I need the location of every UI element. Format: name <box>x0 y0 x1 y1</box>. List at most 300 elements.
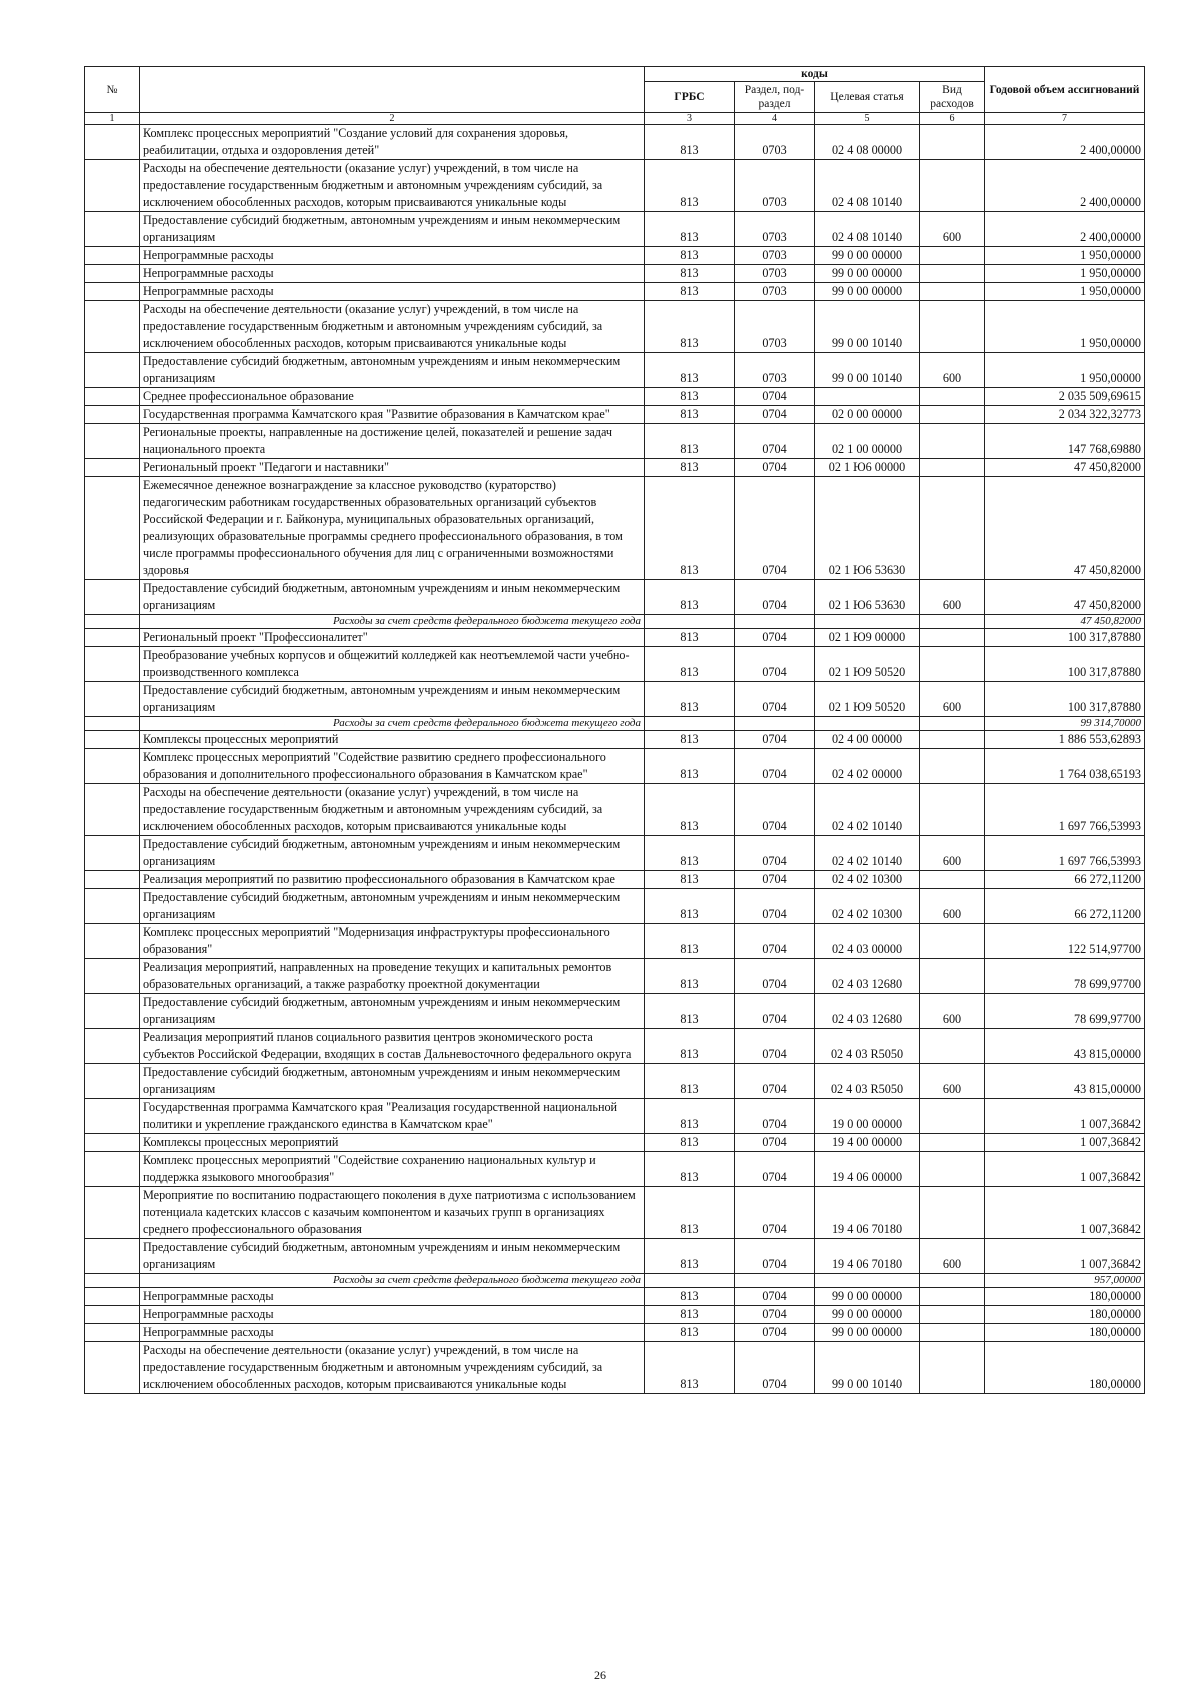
cell-rz: 0704 <box>735 1187 815 1239</box>
cell-rz: 0704 <box>735 406 815 424</box>
cell-grbs <box>645 717 735 731</box>
table-row <box>85 459 1145 477</box>
cell-rz: 0704 <box>735 1152 815 1187</box>
cell-sum: 180,00000 <box>985 1324 1145 1342</box>
cell-cs: 02 1 Ю9 00000 <box>815 629 920 647</box>
cell-rz: 0704 <box>735 959 815 994</box>
cell-rz: 0704 <box>735 1324 815 1342</box>
cell-rz <box>735 615 815 629</box>
cell-cs: 19 4 00 00000 <box>815 1134 920 1152</box>
cell-vr <box>920 247 985 265</box>
cell-vr <box>920 959 985 994</box>
cell-sum: 180,00000 <box>985 1342 1145 1394</box>
cell-rz: 0704 <box>735 994 815 1029</box>
cell-vr <box>920 424 985 459</box>
cell-vr <box>920 459 985 477</box>
cell-name: Расходы на обеспечение деятельности (оказание услуг) учреждений, в том числе на предоставление государственным бюджетным и автономным учреждениям субсидий, за исключением обособленных расходов, которым присваиваются уникальные коды <box>140 160 645 212</box>
federal-budget-row <box>85 1274 1145 1288</box>
table-row <box>85 160 1145 212</box>
table-row <box>85 247 1145 265</box>
federal-budget-row <box>85 615 1145 629</box>
cell-number <box>85 717 140 731</box>
cell-sum: 43 815,00000 <box>985 1064 1145 1099</box>
cell-number <box>85 784 140 836</box>
cell-number <box>85 1274 140 1288</box>
cell-rz: 0704 <box>735 836 815 871</box>
cell-cs: 02 4 00 00000 <box>815 731 920 749</box>
cell-grbs: 813 <box>645 1099 735 1134</box>
cell-cs: 02 4 02 10300 <box>815 871 920 889</box>
cell-sum: 1 764 038,65193 <box>985 749 1145 784</box>
cell-grbs: 813 <box>645 580 735 615</box>
cell-cs: 19 4 06 00000 <box>815 1152 920 1187</box>
table-row <box>85 406 1145 424</box>
cell-name: Предоставление субсидий бюджетным, автономным учреждениям и иным некоммерческим организациям <box>140 353 645 388</box>
cell-sum: 1 007,36842 <box>985 1239 1145 1274</box>
cell-name: Предоставление субсидий бюджетным, автономным учреждениям и иным некоммерческим организациям <box>140 994 645 1029</box>
cell-grbs: 813 <box>645 247 735 265</box>
cell-number <box>85 1064 140 1099</box>
cell-number <box>85 125 140 160</box>
cell-number <box>85 353 140 388</box>
cell-rz: 0703 <box>735 160 815 212</box>
cell-rz: 0704 <box>735 1134 815 1152</box>
cell-cs: 02 1 Ю6 00000 <box>815 459 920 477</box>
cell-name: Расходы за счет средств федерального бюджета текущего года <box>140 1274 645 1288</box>
cell-name: Расходы за счет средств федерального бюджета текущего года <box>140 615 645 629</box>
cell-name: Комплексы процессных мероприятий <box>140 1134 645 1152</box>
cell-number <box>85 629 140 647</box>
cell-vr: 600 <box>920 580 985 615</box>
cell-number <box>85 1324 140 1342</box>
cell-sum: 1 697 766,53993 <box>985 784 1145 836</box>
cell-cs: 02 4 08 00000 <box>815 125 920 160</box>
cell-number <box>85 1239 140 1274</box>
cell-rz: 0703 <box>735 283 815 301</box>
cell-number <box>85 1288 140 1306</box>
cell-vr <box>920 647 985 682</box>
cell-vr <box>920 265 985 283</box>
table-row <box>85 924 1145 959</box>
cell-name: Предоставление субсидий бюджетным, автономным учреждениям и иным некоммерческим организациям <box>140 836 645 871</box>
cell-name: Комплекс процессных мероприятий "Модернизация инфраструктуры профессионального образования" <box>140 924 645 959</box>
column-number: 5 <box>815 113 920 125</box>
cell-vr <box>920 1288 985 1306</box>
cell-cs: 02 1 Ю9 50520 <box>815 682 920 717</box>
cell-sum: 1 886 553,62893 <box>985 731 1145 749</box>
cell-cs: 99 0 00 00000 <box>815 1288 920 1306</box>
cell-number <box>85 477 140 580</box>
cell-number <box>85 580 140 615</box>
cell-cs: 99 0 00 00000 <box>815 283 920 301</box>
cell-rz: 0703 <box>735 301 815 353</box>
column-number: 6 <box>920 113 985 125</box>
cell-vr <box>920 871 985 889</box>
table-row <box>85 749 1145 784</box>
cell-grbs: 813 <box>645 283 735 301</box>
cell-number <box>85 749 140 784</box>
table-row <box>85 1239 1145 1274</box>
cell-grbs: 813 <box>645 871 735 889</box>
table-row <box>85 265 1145 283</box>
cell-number <box>85 889 140 924</box>
cell-vr: 600 <box>920 1239 985 1274</box>
cell-cs: 99 0 00 10140 <box>815 301 920 353</box>
page-number: 26 <box>594 1668 606 1682</box>
cell-sum: 1 007,36842 <box>985 1152 1145 1187</box>
cell-name: Непрограммные расходы <box>140 247 645 265</box>
cell-name: Предоставление субсидий бюджетным, автономным учреждениям и иным некоммерческим организациям <box>140 1064 645 1099</box>
cell-sum: 47 450,82000 <box>985 580 1145 615</box>
cell-sum: 122 514,97700 <box>985 924 1145 959</box>
cell-name: Комплекс процессных мероприятий "Создание условий для сохранения здоровья, реабилитации, отдыха и оздоровления детей" <box>140 125 645 160</box>
federal-budget-row <box>85 717 1145 731</box>
cell-sum: 2 400,00000 <box>985 125 1145 160</box>
cell-vr: 600 <box>920 994 985 1029</box>
cell-sum: 1 007,36842 <box>985 1134 1145 1152</box>
cell-vr <box>920 1099 985 1134</box>
cell-grbs: 813 <box>645 459 735 477</box>
cell-cs: 02 4 03 12680 <box>815 994 920 1029</box>
header-grbs: ГРБС <box>645 82 735 113</box>
table-row <box>85 889 1145 924</box>
cell-name: Расходы на обеспечение деятельности (оказание услуг) учреждений, в том числе на предоставление государственным бюджетным и автономным учреждениям субсидий, за исключением обособленных расходов, которым присваиваются уникальные коды <box>140 1342 645 1394</box>
cell-cs: 99 0 00 00000 <box>815 1306 920 1324</box>
header-annual-sum: Годовой объем ассигнований <box>985 67 1145 113</box>
cell-number <box>85 247 140 265</box>
table-row <box>85 424 1145 459</box>
cell-cs <box>815 388 920 406</box>
table-row <box>85 1099 1145 1134</box>
cell-name: Предоставление субсидий бюджетным, автономным учреждениям и иным некоммерческим организациям <box>140 889 645 924</box>
table-row <box>85 388 1145 406</box>
cell-grbs: 813 <box>645 994 735 1029</box>
cell-cs: 02 1 00 00000 <box>815 424 920 459</box>
cell-cs: 02 4 02 10140 <box>815 784 920 836</box>
cell-grbs: 813 <box>645 1288 735 1306</box>
cell-sum: 147 768,69880 <box>985 424 1145 459</box>
cell-number <box>85 647 140 682</box>
cell-vr: 600 <box>920 1064 985 1099</box>
cell-number <box>85 1029 140 1064</box>
cell-name: Непрограммные расходы <box>140 1306 645 1324</box>
cell-sum: 99 314,70000 <box>985 717 1145 731</box>
cell-cs: 99 0 00 00000 <box>815 247 920 265</box>
cell-grbs: 813 <box>645 388 735 406</box>
cell-number <box>85 615 140 629</box>
cell-vr <box>920 406 985 424</box>
cell-cs: 19 0 00 00000 <box>815 1099 920 1134</box>
cell-grbs: 813 <box>645 1239 735 1274</box>
cell-cs: 19 4 06 70180 <box>815 1239 920 1274</box>
cell-grbs: 813 <box>645 682 735 717</box>
cell-vr <box>920 731 985 749</box>
cell-grbs: 813 <box>645 1187 735 1239</box>
cell-vr <box>920 301 985 353</box>
cell-rz: 0704 <box>735 647 815 682</box>
cell-vr: 600 <box>920 889 985 924</box>
cell-sum: 66 272,11200 <box>985 871 1145 889</box>
cell-sum: 2 400,00000 <box>985 212 1145 247</box>
cell-number <box>85 1099 140 1134</box>
table-row <box>85 871 1145 889</box>
table-row <box>85 1288 1145 1306</box>
cell-cs: 02 4 02 00000 <box>815 749 920 784</box>
cell-number <box>85 1134 140 1152</box>
cell-grbs: 813 <box>645 353 735 388</box>
cell-name: Комплекс процессных мероприятий "Содействие сохранению национальных культур и поддержка языкового многообразия" <box>140 1152 645 1187</box>
cell-sum: 66 272,11200 <box>985 889 1145 924</box>
cell-cs <box>815 1274 920 1288</box>
cell-name: Региональный проект "Профессионалитет" <box>140 629 645 647</box>
cell-sum: 1 950,00000 <box>985 265 1145 283</box>
cell-sum: 100 317,87880 <box>985 629 1145 647</box>
cell-name: Предоставление субсидий бюджетным, автономным учреждениям и иным некоммерческим организациям <box>140 212 645 247</box>
cell-cs: 02 4 03 R5050 <box>815 1029 920 1064</box>
cell-sum: 1 950,00000 <box>985 353 1145 388</box>
cell-cs: 99 0 00 00000 <box>815 265 920 283</box>
table-row <box>85 1187 1145 1239</box>
cell-rz: 0704 <box>735 1288 815 1306</box>
cell-number <box>85 994 140 1029</box>
cell-cs: 99 0 00 10140 <box>815 353 920 388</box>
cell-name: Непрограммные расходы <box>140 1324 645 1342</box>
table-row <box>85 1134 1145 1152</box>
cell-number <box>85 836 140 871</box>
cell-rz: 0703 <box>735 265 815 283</box>
cell-grbs: 813 <box>645 749 735 784</box>
cell-cs: 19 4 06 70180 <box>815 1187 920 1239</box>
cell-name: Реализация мероприятий по развитию профессионального образования в Камчатском крае <box>140 871 645 889</box>
table-row <box>85 1306 1145 1324</box>
header-expense-type: Вид расходов <box>920 82 985 113</box>
table-row <box>85 629 1145 647</box>
cell-rz: 0704 <box>735 629 815 647</box>
cell-cs: 02 1 Ю6 53630 <box>815 580 920 615</box>
cell-number <box>85 959 140 994</box>
table-row <box>85 994 1145 1029</box>
cell-number <box>85 1187 140 1239</box>
cell-sum: 180,00000 <box>985 1288 1145 1306</box>
cell-name: Региональные проекты, направленные на достижение целей, показателей и решение задач национального проекта <box>140 424 645 459</box>
table-row <box>85 283 1145 301</box>
cell-rz: 0703 <box>735 247 815 265</box>
cell-name: Комплекс процессных мероприятий "Содействие развитию среднего профессионального образования и дополнительного профессионального образования в Камчатском крае" <box>140 749 645 784</box>
cell-vr: 600 <box>920 212 985 247</box>
cell-grbs: 813 <box>645 1064 735 1099</box>
cell-number <box>85 682 140 717</box>
cell-sum: 957,00000 <box>985 1274 1145 1288</box>
cell-sum: 47 450,82000 <box>985 459 1145 477</box>
cell-grbs: 813 <box>645 784 735 836</box>
cell-grbs: 813 <box>645 301 735 353</box>
cell-name: Среднее профессиональное образование <box>140 388 645 406</box>
cell-grbs: 813 <box>645 647 735 682</box>
table-body <box>85 125 1145 1394</box>
cell-name: Комплексы процессных мероприятий <box>140 731 645 749</box>
table-row <box>85 1029 1145 1064</box>
cell-name: Непрограммные расходы <box>140 265 645 283</box>
column-number: 7 <box>985 113 1145 125</box>
cell-cs: 02 1 Ю9 50520 <box>815 647 920 682</box>
cell-sum: 1 007,36842 <box>985 1099 1145 1134</box>
cell-sum: 1 007,36842 <box>985 1187 1145 1239</box>
cell-cs <box>815 615 920 629</box>
cell-vr <box>920 1324 985 1342</box>
cell-rz: 0704 <box>735 731 815 749</box>
cell-vr <box>920 388 985 406</box>
cell-grbs: 813 <box>645 265 735 283</box>
cell-cs: 02 1 Ю6 53630 <box>815 477 920 580</box>
table-row <box>85 580 1145 615</box>
cell-name: Предоставление субсидий бюджетным, автономным учреждениям и иным некоммерческим организациям <box>140 580 645 615</box>
cell-cs <box>815 717 920 731</box>
cell-grbs: 813 <box>645 125 735 160</box>
cell-vr <box>920 615 985 629</box>
cell-name: Преобразование учебных корпусов и общежитий колледжей как неотъемлемой части учебно-производственного комплекса <box>140 647 645 682</box>
cell-rz: 0704 <box>735 1029 815 1064</box>
table-row <box>85 477 1145 580</box>
cell-name: Ежемесячное денежное вознаграждение за классное руководство (кураторство) педагогическим работникам государственных образовательных организаций субъектов Российской Федерации и г. Байконура, муниципальных образовательных организаций, реализующих образовательные программы среднего профессионального образования, в том числе программы профессионального обучения для лиц с ограниченными возможностями здоровья <box>140 477 645 580</box>
cell-vr: 600 <box>920 836 985 871</box>
table-row <box>85 1324 1145 1342</box>
cell-vr <box>920 1134 985 1152</box>
cell-number <box>85 1342 140 1394</box>
table-row <box>85 1342 1145 1394</box>
cell-grbs: 813 <box>645 629 735 647</box>
cell-name: Государственная программа Камчатского края "Развитие образования в Камчатском крае" <box>140 406 645 424</box>
cell-vr <box>920 1274 985 1288</box>
cell-cs: 99 0 00 10140 <box>815 1342 920 1394</box>
cell-name: Непрограммные расходы <box>140 1288 645 1306</box>
cell-cs: 02 4 08 10140 <box>815 212 920 247</box>
cell-number <box>85 301 140 353</box>
cell-sum: 1 697 766,53993 <box>985 836 1145 871</box>
cell-rz: 0704 <box>735 924 815 959</box>
cell-grbs: 813 <box>645 1306 735 1324</box>
cell-grbs: 813 <box>645 160 735 212</box>
table-row <box>85 647 1145 682</box>
cell-rz: 0704 <box>735 682 815 717</box>
cell-vr: 600 <box>920 353 985 388</box>
cell-grbs <box>645 1274 735 1288</box>
cell-number <box>85 388 140 406</box>
cell-sum: 78 699,97700 <box>985 994 1145 1029</box>
budget-table-sheet <box>84 66 1144 1394</box>
cell-sum: 1 950,00000 <box>985 301 1145 353</box>
cell-vr <box>920 1029 985 1064</box>
cell-vr: 600 <box>920 682 985 717</box>
cell-vr <box>920 1187 985 1239</box>
cell-vr <box>920 749 985 784</box>
header-codes: коды <box>645 67 985 82</box>
cell-grbs: 813 <box>645 889 735 924</box>
cell-rz: 0704 <box>735 1306 815 1324</box>
cell-name: Расходы на обеспечение деятельности (оказание услуг) учреждений, в том числе на предоставление государственным бюджетным и автономным учреждениям субсидий, за исключением обособленных расходов, которым присваиваются уникальные коды <box>140 784 645 836</box>
header-number: № <box>85 67 140 113</box>
cell-sum: 1 950,00000 <box>985 283 1145 301</box>
cell-vr <box>920 1306 985 1324</box>
table-row <box>85 353 1145 388</box>
cell-number <box>85 283 140 301</box>
table-row <box>85 125 1145 160</box>
cell-rz: 0704 <box>735 1064 815 1099</box>
table-row <box>85 301 1145 353</box>
cell-rz: 0704 <box>735 749 815 784</box>
cell-grbs: 813 <box>645 1029 735 1064</box>
cell-cs: 02 0 00 00000 <box>815 406 920 424</box>
cell-rz: 0704 <box>735 1342 815 1394</box>
header-target-article: Целевая статья <box>815 82 920 113</box>
column-numbers-row <box>85 113 1145 125</box>
cell-cs: 02 4 03 00000 <box>815 924 920 959</box>
cell-vr <box>920 629 985 647</box>
cell-rz: 0704 <box>735 424 815 459</box>
table-row <box>85 1064 1145 1099</box>
cell-rz: 0704 <box>735 477 815 580</box>
cell-sum: 100 317,87880 <box>985 647 1145 682</box>
cell-rz <box>735 717 815 731</box>
cell-number <box>85 871 140 889</box>
cell-grbs <box>645 615 735 629</box>
cell-grbs: 813 <box>645 406 735 424</box>
cell-sum: 47 450,82000 <box>985 477 1145 580</box>
cell-sum: 2 034 322,32773 <box>985 406 1145 424</box>
cell-grbs: 813 <box>645 924 735 959</box>
cell-number <box>85 265 140 283</box>
column-number: 1 <box>85 113 140 125</box>
cell-name: Непрограммные расходы <box>140 283 645 301</box>
cell-vr <box>920 717 985 731</box>
cell-rz: 0703 <box>735 212 815 247</box>
cell-sum: 47 450,82000 <box>985 615 1145 629</box>
cell-name: Предоставление субсидий бюджетным, автономным учреждениям и иным некоммерческим организациям <box>140 1239 645 1274</box>
table-row <box>85 959 1145 994</box>
column-number: 4 <box>735 113 815 125</box>
cell-grbs: 813 <box>645 424 735 459</box>
cell-grbs: 813 <box>645 1152 735 1187</box>
cell-vr <box>920 924 985 959</box>
table-row <box>85 682 1145 717</box>
cell-cs: 02 4 03 12680 <box>815 959 920 994</box>
cell-rz: 0704 <box>735 889 815 924</box>
cell-number <box>85 459 140 477</box>
cell-rz: 0704 <box>735 459 815 477</box>
cell-cs: 02 4 03 R5050 <box>815 1064 920 1099</box>
cell-sum: 1 950,00000 <box>985 247 1145 265</box>
cell-rz: 0703 <box>735 125 815 160</box>
cell-vr <box>920 125 985 160</box>
cell-grbs: 813 <box>645 731 735 749</box>
cell-grbs: 813 <box>645 836 735 871</box>
cell-sum: 2 400,00000 <box>985 160 1145 212</box>
cell-number <box>85 924 140 959</box>
cell-number <box>85 1306 140 1324</box>
cell-name: Реализация мероприятий планов социального развития центров экономического роста субъектов Российской Федерации, входящих в состав Дальневосточного федерального округа <box>140 1029 645 1064</box>
cell-rz: 0704 <box>735 1099 815 1134</box>
cell-grbs: 813 <box>645 1134 735 1152</box>
cell-name: Предоставление субсидий бюджетным, автономным учреждениям и иным некоммерческим организациям <box>140 682 645 717</box>
cell-cs: 02 4 08 10140 <box>815 160 920 212</box>
cell-name: Расходы на обеспечение деятельности (оказание услуг) учреждений, в том числе на предоставление государственным бюджетным и автономным учреждениям субсидий, за исключением обособленных расходов, которым присваиваются уникальные коды <box>140 301 645 353</box>
cell-vr <box>920 160 985 212</box>
cell-cs: 02 4 02 10140 <box>815 836 920 871</box>
table-row <box>85 784 1145 836</box>
cell-rz: 0704 <box>735 871 815 889</box>
cell-vr <box>920 784 985 836</box>
cell-number <box>85 406 140 424</box>
budget-table <box>84 66 1145 1394</box>
